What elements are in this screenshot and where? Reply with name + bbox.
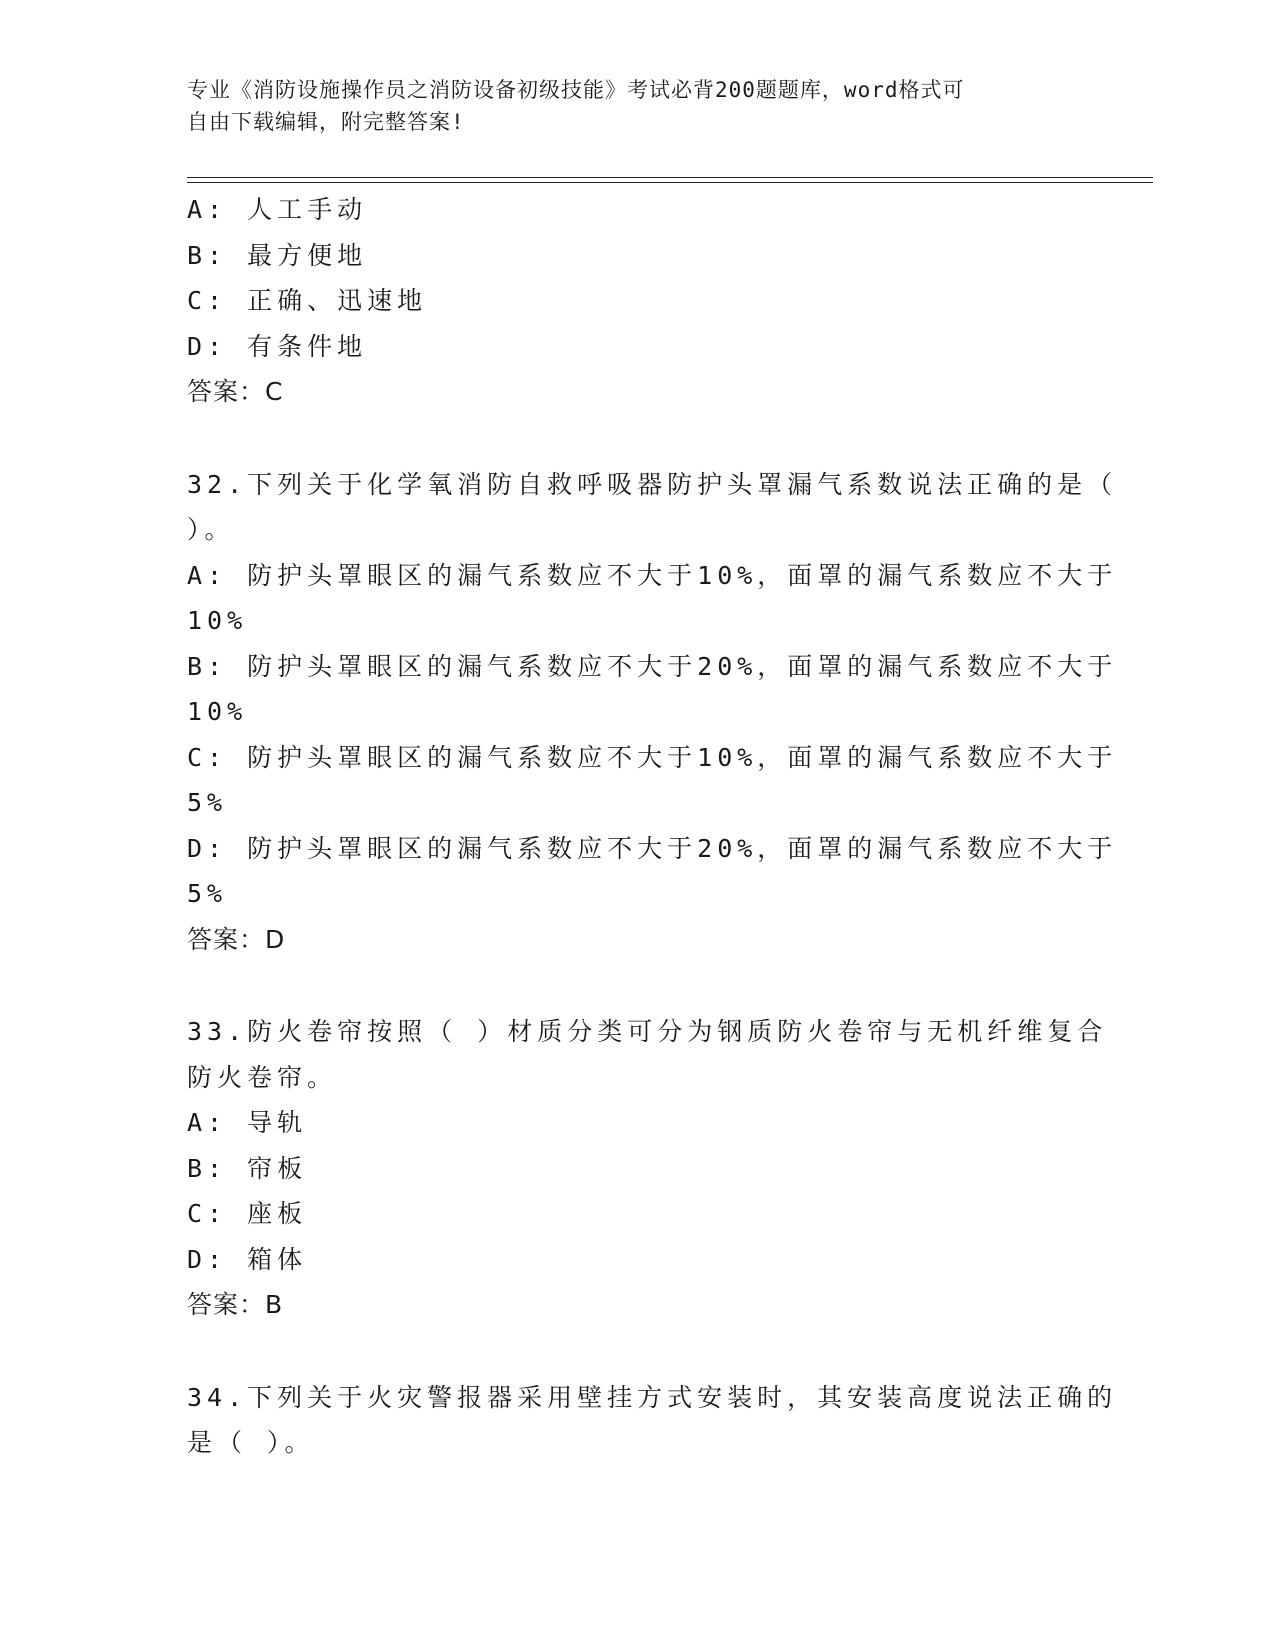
question-31-tail bbox=[187, 187, 1087, 415]
spacer bbox=[187, 962, 1087, 1009]
question-stem: 33.防火卷帘按照（ ）材质分类可分为钢质防火卷帘与无机纤维复合 bbox=[187, 1017, 1108, 1046]
option-a: A: 防护头罩眼区的漏气系数应不大于10%，面罩的漏气系数应不大于 bbox=[187, 560, 1118, 590]
header-line-1: 专业《消防设施操作员之消防设备初级技能》考试必背200题题库，word格式可 bbox=[187, 78, 965, 102]
option-d-cont: 5% bbox=[187, 879, 228, 908]
option-a-cont: 10% bbox=[187, 606, 248, 635]
option-d: D: 有条件地 bbox=[187, 331, 368, 361]
document-page bbox=[187, 0, 1118, 1650]
question-stem: 32.下列关于化学氧消防自救呼吸器防护头罩漏气系数说法正确的是（ bbox=[187, 469, 1118, 499]
header-divider-thick bbox=[187, 177, 1153, 178]
question-content bbox=[187, 187, 1118, 1466]
answer: 答案：C bbox=[187, 377, 284, 406]
question-stem-cont: 防火卷帘。 bbox=[187, 1062, 338, 1092]
spacer bbox=[187, 1328, 1087, 1375]
option-c: C: 正确、迅速地 bbox=[187, 286, 428, 315]
option-b: B: 最方便地 bbox=[187, 240, 368, 270]
question-34 bbox=[187, 1375, 1118, 1466]
option-c-cont: 5% bbox=[187, 788, 228, 817]
question-stem-cont: 是（ ）。 bbox=[187, 1428, 315, 1457]
question-33 bbox=[187, 1009, 1108, 1328]
option-c: C: 座板 bbox=[187, 1199, 308, 1228]
option-b-cont: 10% bbox=[187, 697, 248, 726]
question-stem-cont: ）。 bbox=[187, 515, 235, 544]
question-32 bbox=[187, 462, 1118, 963]
answer: 答案：D bbox=[187, 924, 286, 954]
spacer bbox=[187, 415, 1087, 462]
option-b: B: 帘板 bbox=[187, 1153, 308, 1183]
answer: 答案：B bbox=[187, 1290, 284, 1319]
header-divider-thin bbox=[187, 182, 1153, 183]
option-d: D: 防护头罩眼区的漏气系数应不大于20%，面罩的漏气系数应不大于 bbox=[187, 833, 1118, 863]
option-b: B: 防护头罩眼区的漏气系数应不大于20%，面罩的漏气系数应不大于 bbox=[187, 651, 1118, 681]
option-a: A: 人工手动 bbox=[187, 195, 368, 224]
option-c: C: 防护头罩眼区的漏气系数应不大于10%，面罩的漏气系数应不大于 bbox=[187, 742, 1118, 772]
option-d: D: 箱体 bbox=[187, 1244, 308, 1274]
header-line-2: 自由下载编辑，附完整答案! bbox=[187, 110, 465, 134]
document-header bbox=[187, 74, 1047, 138]
question-stem: 34.下列关于火灾警报器采用壁挂方式安装时，其安装高度说法正确的 bbox=[187, 1382, 1118, 1412]
option-a: A: 导轨 bbox=[187, 1108, 308, 1137]
